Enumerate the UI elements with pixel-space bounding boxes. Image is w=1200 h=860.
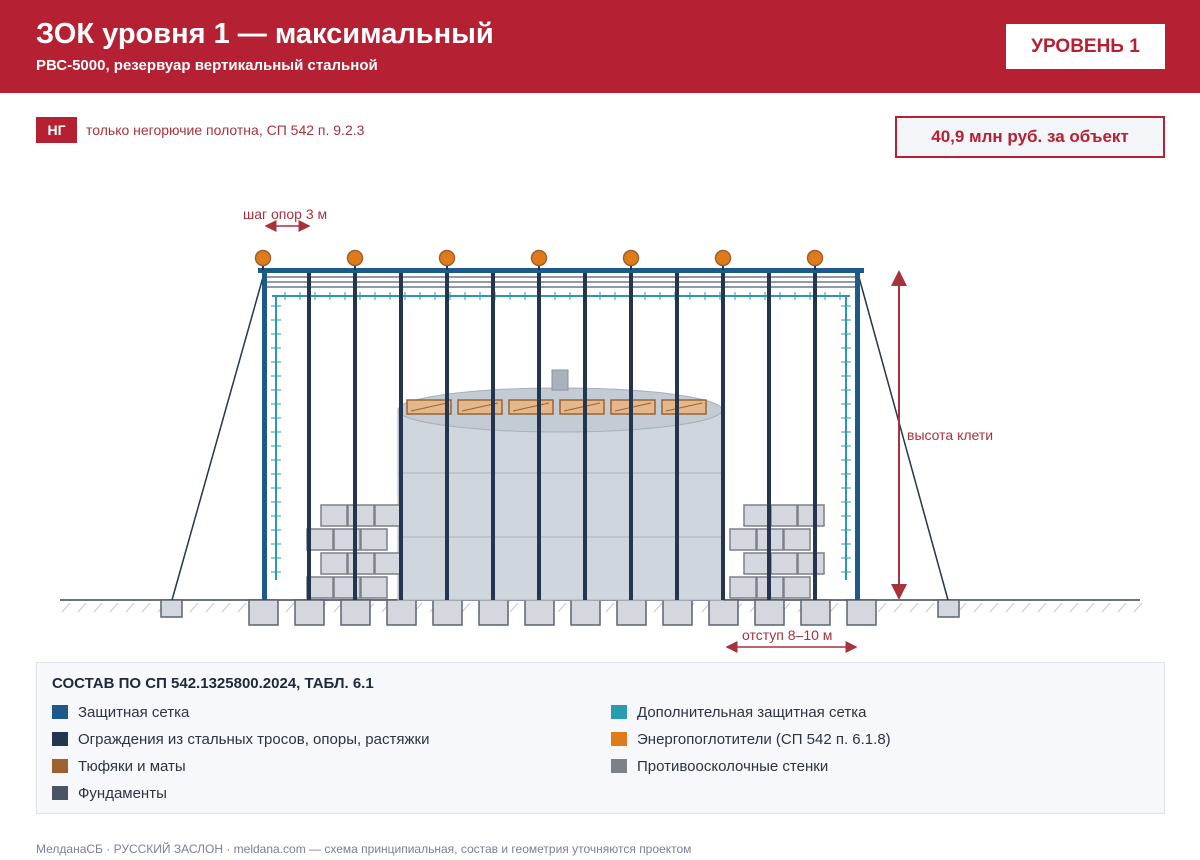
header-bar [0,0,1200,93]
energy-absorbers [256,251,823,271]
offset-label: отступ 8–10 м [742,627,833,643]
legend-swatch [611,732,627,746]
legend-item-protective-mesh [52,703,189,721]
legend-label: Дополнительная защитная сетка [637,703,867,721]
price-box: 40,9 млн руб. за объект [895,116,1165,158]
foundation-block [295,600,324,625]
cage-diagram [0,190,1200,660]
wall-block [321,553,347,574]
legend-item-foundations [52,784,167,802]
wall-block [348,553,374,574]
wall-block [375,505,401,526]
energy-absorber [532,251,547,266]
wall-block [798,553,824,574]
legend-panel [36,662,1165,814]
foundation-block [755,600,784,625]
wall-block [730,529,756,550]
legend-swatch [611,705,627,719]
legend-swatch [52,786,68,800]
wall-block [361,577,387,598]
legend-item-additional-mesh [611,703,866,721]
wall-block [798,505,824,526]
wall-block [361,529,387,550]
ng-badge: НГ [36,117,77,143]
level-badge: УРОВЕНЬ 1 [1006,24,1165,69]
wall-block [784,577,810,598]
foundation-block [709,600,738,625]
energy-absorber [256,251,271,266]
wall-block [321,505,347,526]
wall-block [730,577,756,598]
ng-note: только негорючие полотна, СП 542 п. 9.2.3 [86,122,365,138]
legend-swatch [52,732,68,746]
energy-absorber [348,251,363,266]
legend-item-mats [52,757,186,775]
protective-mesh-left [262,268,267,600]
ground [60,600,1142,612]
foundation-block [571,600,600,625]
legend-label: Фундаменты [78,784,167,802]
foundation-block [433,600,462,625]
anchor-right [938,600,959,617]
legend-item-cables [52,730,429,748]
legend-swatch [52,705,68,719]
protective-mesh-top [258,268,864,273]
wall-block [744,553,770,574]
footer-text: МелданаСБ · РУССКИЙ ЗАСЛОН · meldana.com — схема принципиальная, состав и геометрия уточняются проектом [36,842,692,856]
foundation-block [249,600,278,625]
support-spacing-label: шаг опор 3 м [243,206,328,222]
foundation-block [663,600,692,625]
wall-block [744,505,770,526]
wall-block [784,529,810,550]
energy-absorber [440,251,455,266]
foundation-block [341,600,370,625]
foundations [249,600,876,625]
energy-absorber [624,251,639,266]
guy-wire-left [172,270,265,600]
legend-label: Энергопоглотители (СП 542 п. 6.1.8) [637,730,891,748]
legend-label: Тюфяки и маты [78,757,186,775]
legend-swatch [52,759,68,773]
wall-block [348,505,374,526]
cage-height-label: высота клети [907,427,994,443]
foundation-block [525,600,554,625]
foundation-block [801,600,830,625]
legend-item-walls [611,757,828,775]
legend-title: СОСТАВ ПО СП 542.1325800.2024, ТАБЛ. 6.1 [52,675,374,692]
foundation-block [847,600,876,625]
anchor-left [161,600,182,617]
legend-label: Противоосколочные стенки [637,757,829,775]
foundation-block [479,600,508,625]
legend-item-absorbers [611,730,891,748]
energy-absorber [808,251,823,266]
legend-label: Защитная сетка [78,703,190,721]
page-subtitle: РВС-5000, резервуар вертикальный стальной [36,57,378,74]
wall-block [771,553,797,574]
energy-absorber [716,251,731,266]
page-title: ЗОК уровня 1 — максимальный [36,18,494,50]
legend-swatch [611,759,627,773]
foundation-block [387,600,416,625]
wall-block [771,505,797,526]
protective-mesh-right [855,268,860,600]
wall-block [375,553,401,574]
legend-label: Ограждения из стальных тросов, опоры, растяжки [78,730,430,748]
foundation-block [617,600,646,625]
